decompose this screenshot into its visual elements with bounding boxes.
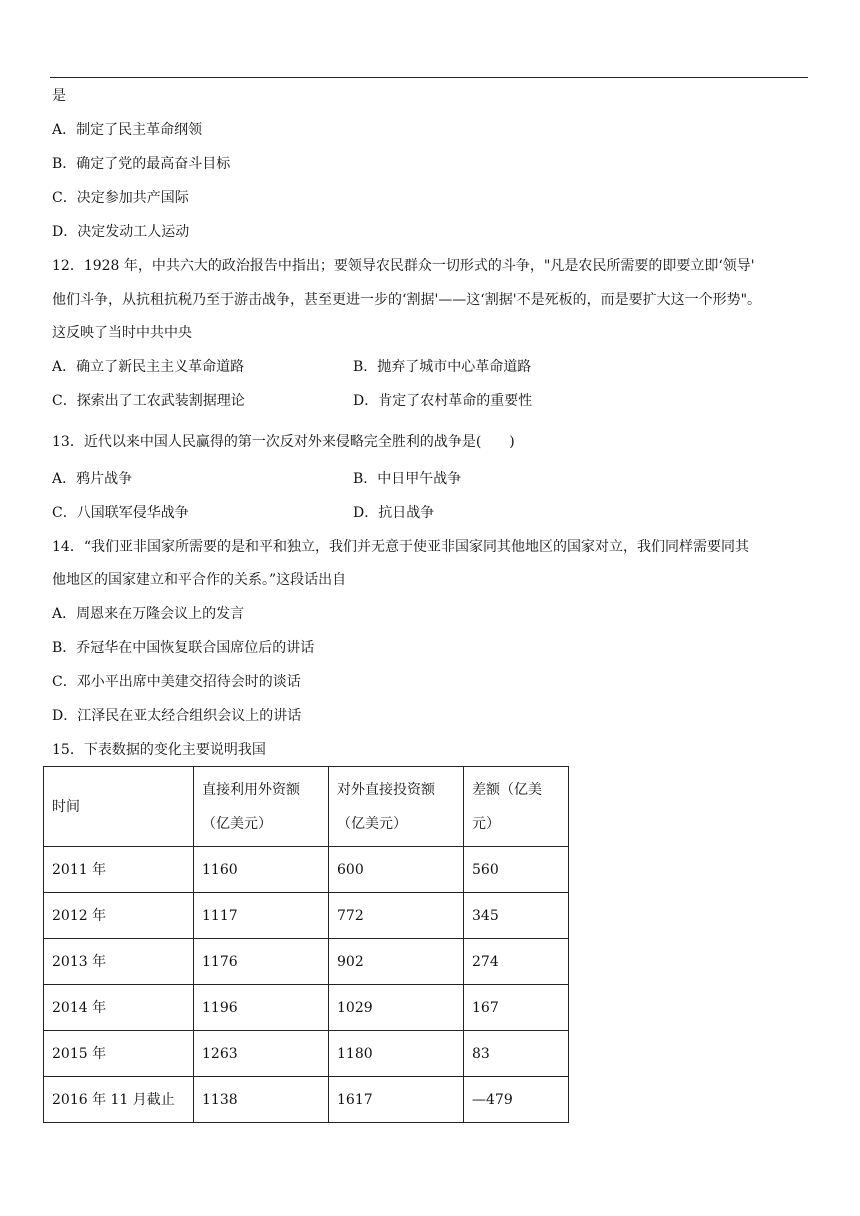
table-cell-fdi: 1138 — [194, 1077, 329, 1123]
header-rule — [50, 77, 808, 78]
q13-option-d: D．抗日战争 — [353, 505, 435, 521]
q12-stem-line1: 12．1928 年，中共六大的政治报告中指出；要领导农民群众一切形式的斗争，"凡是农民所需要的即要立即‘领导' — [52, 258, 755, 274]
q13-stem: 13．近代以来中国人民赢得的第一次反对外来侵略完全胜利的战争是( ) — [52, 434, 515, 450]
q13-option-a: A．鸦片战争 — [52, 471, 133, 487]
q11-option-b: B．确定了党的最高奋斗目标 — [52, 156, 231, 172]
table-cell-time: 2013 年 — [44, 939, 194, 985]
investment-table — [43, 766, 569, 1123]
q14-stem-line1: 14．“我们亚非国家所需要的是和平和独立，我们并无意于使亚非国家同其他地区的国家对立，我们同样需要同其 — [52, 539, 749, 555]
q11-option-a: A．制定了民主革命纲领 — [52, 122, 203, 138]
q14-option-b: B．乔冠华在中国恢复联合国席位后的讲话 — [52, 640, 315, 656]
table-cell-difference: 83 — [464, 1031, 569, 1077]
table-row — [44, 847, 569, 893]
table-cell-difference: —479 — [464, 1077, 569, 1123]
q15-stem: 15．下表数据的变化主要说明我国 — [52, 742, 266, 758]
header-cell-difference: 差额（亿美 元） — [464, 767, 569, 847]
q14-option-a: A．周恩来在万隆会议上的发言 — [52, 606, 245, 622]
q12-option-c: C．探索出了工农武装割据理论 — [52, 393, 245, 409]
continued-text: 是 — [52, 88, 66, 104]
q12-option-a: A．确立了新民主主义革命道路 — [52, 359, 245, 375]
table-cell-difference: 560 — [464, 847, 569, 893]
q12-stem-line3: 这反映了当时中共中央 — [52, 325, 192, 341]
q12-stem-line2: 他们斗争，从抗租抗税乃至于游击战争，甚至更进一步的‘割据'——这‘割据'不是死板的，而是要扩大这一个形势"。 — [52, 292, 762, 308]
table-cell-fdi: 1196 — [194, 985, 329, 1031]
q13-option-b: B．中日甲午战争 — [353, 471, 462, 487]
q14-option-c: C．邓小平出席中美建交招待会时的谈话 — [52, 674, 301, 690]
table-cell-odi: 1617 — [329, 1077, 464, 1123]
table-cell-fdi: 1160 — [194, 847, 329, 893]
table-row — [44, 939, 569, 985]
q12-option-d: D．肯定了农村革命的重要性 — [353, 393, 533, 409]
q14-option-d: D．江泽民在亚太经合组织会议上的讲话 — [52, 708, 302, 724]
q13-option-c: C．八国联军侵华战争 — [52, 505, 189, 521]
table-cell-time: 2015 年 — [44, 1031, 194, 1077]
table-cell-time: 2011 年 — [44, 847, 194, 893]
table-header-row — [44, 767, 569, 847]
table-cell-time: 2016 年 11 月截止 — [44, 1077, 194, 1123]
table-row — [44, 985, 569, 1031]
table-cell-fdi: 1176 — [194, 939, 329, 985]
table-cell-time: 2014 年 — [44, 985, 194, 1031]
table-cell-odi: 600 — [329, 847, 464, 893]
table-cell-odi: 902 — [329, 939, 464, 985]
table-cell-odi: 1180 — [329, 1031, 464, 1077]
table-row — [44, 893, 569, 939]
table-cell-fdi: 1263 — [194, 1031, 329, 1077]
table-row — [44, 1077, 569, 1123]
header-cell-odi: 对外直接投资额 （亿美元） — [329, 767, 464, 847]
header-cell-fdi: 直接利用外资额 （亿美元） — [194, 767, 329, 847]
table-cell-fdi: 1117 — [194, 893, 329, 939]
q12-option-b: B．抛弃了城市中心革命道路 — [353, 359, 532, 375]
table-row — [44, 1031, 569, 1077]
table-cell-time: 2012 年 — [44, 893, 194, 939]
q11-option-c: C．决定参加共产国际 — [52, 190, 189, 206]
q11-option-d: D．决定发动工人运动 — [52, 224, 190, 240]
table-cell-difference: 345 — [464, 893, 569, 939]
table-cell-odi: 772 — [329, 893, 464, 939]
table-cell-odi: 1029 — [329, 985, 464, 1031]
table-cell-difference: 274 — [464, 939, 569, 985]
table-cell-difference: 167 — [464, 985, 569, 1031]
header-cell-time: 时间 — [44, 767, 194, 847]
q14-stem-line2: 他地区的国家建立和平合作的关系。”这段话出自 — [52, 572, 347, 588]
